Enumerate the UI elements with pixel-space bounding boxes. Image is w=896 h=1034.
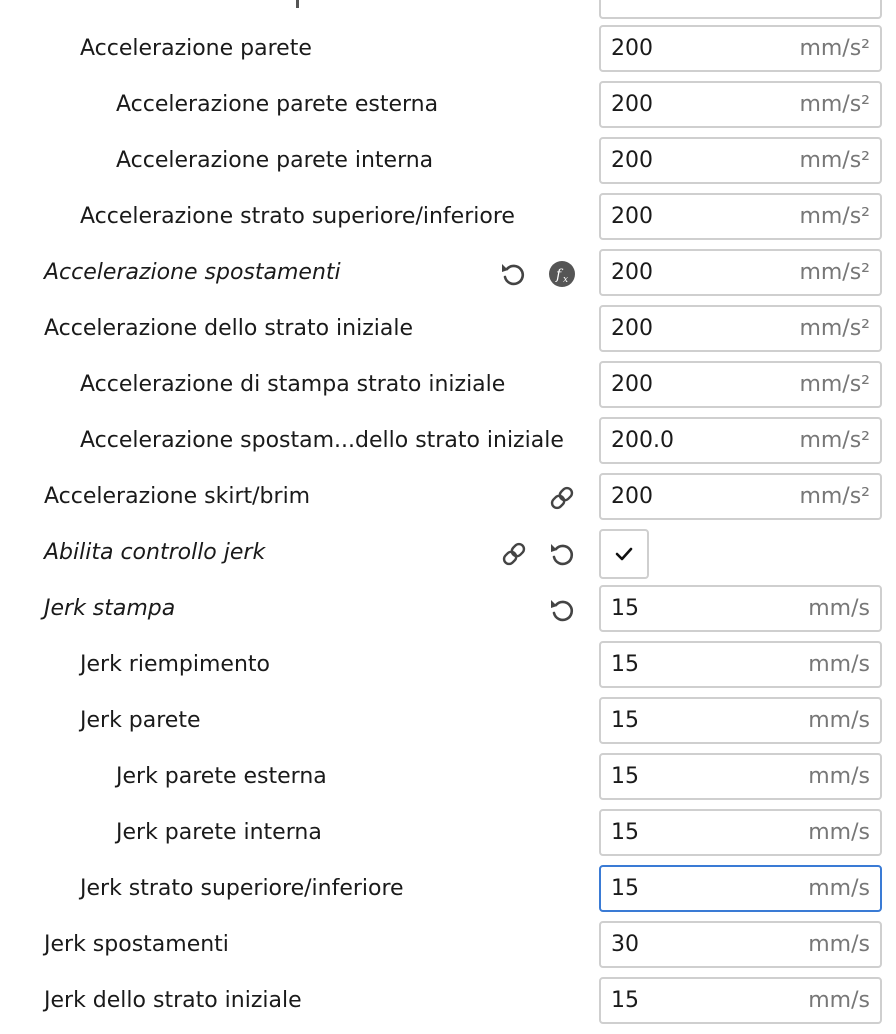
setting-unit: mm/s [808, 932, 870, 957]
setting-label: Jerk parete esterna [116, 764, 327, 789]
setting-label: Jerk strato superiore/inferiore [80, 876, 404, 901]
setting-row-initial-layer-jerk [0, 976, 896, 1032]
setting-unit: mm/s² [799, 148, 870, 173]
setting-row-top-bottom-acceleration [0, 192, 896, 248]
setting-field[interactable] [599, 25, 882, 72]
setting-row-skirt-brim-acceleration [0, 472, 896, 528]
setting-value[interactable]: 15 [611, 708, 639, 733]
svg-text:f: f [556, 267, 562, 283]
setting-unit: mm/s [808, 820, 870, 845]
setting-label: Jerk riempimento [80, 652, 270, 677]
setting-label: Accelerazione parete interna [116, 148, 434, 173]
setting-value[interactable]: 200 [611, 36, 653, 61]
setting-label: Abilita controllo jerk [44, 540, 266, 565]
setting-field[interactable] [599, 361, 882, 408]
link-icon[interactable] [499, 539, 529, 569]
setting-value[interactable]: 15 [611, 596, 639, 621]
setting-label: Accelerazione parete [80, 36, 312, 61]
svg-text:x: x [563, 275, 569, 285]
setting-unit: mm/s [808, 708, 870, 733]
setting-field[interactable] [599, 249, 882, 296]
setting-unit: mm/s² [799, 484, 870, 509]
setting-field[interactable] [599, 473, 882, 520]
reset-icon[interactable] [547, 539, 577, 569]
setting-field[interactable] [599, 753, 882, 800]
setting-unit: mm/s² [799, 428, 870, 453]
setting-unit: mm/s [808, 652, 870, 677]
setting-label: Accelerazione parete esterna [116, 92, 439, 117]
setting-row-inner-wall-acceleration [0, 136, 896, 192]
link-icon[interactable] [547, 483, 577, 513]
setting-value[interactable]: 200 [611, 372, 653, 397]
setting-unit: mm/s² [799, 36, 870, 61]
setting-label: Jerk parete [80, 708, 201, 733]
setting-row-initial-layer-acceleration [0, 304, 896, 360]
setting-unit: mm/s² [799, 372, 870, 397]
setting-value[interactable]: 200 [611, 148, 653, 173]
setting-label: Jerk spostamenti [44, 932, 229, 957]
setting-field[interactable] [599, 921, 882, 968]
setting-value[interactable]: 200 [611, 92, 653, 117]
setting-unit: mm/s [808, 988, 870, 1013]
setting-unit: mm/s [808, 876, 870, 901]
reset-icon[interactable] [498, 259, 528, 289]
setting-value[interactable]: 30 [611, 932, 639, 957]
setting-label: Accelerazione skirt/brim [44, 484, 311, 509]
setting-value[interactable]: 200 [611, 316, 653, 341]
setting-row-outer-wall-acceleration [0, 80, 896, 136]
setting-unit: mm/s [808, 596, 870, 621]
setting-label: Jerk dello strato iniziale [44, 988, 302, 1013]
setting-value[interactable]: 15 [611, 764, 639, 789]
setting-row-wall-acceleration [0, 24, 896, 80]
setting-row-inner-wall-jerk [0, 808, 896, 864]
setting-unit: mm/s [808, 764, 870, 789]
setting-row-outer-wall-jerk [0, 752, 896, 808]
setting-row-top-bottom-jerk [0, 864, 896, 920]
setting-label: Jerk stampa [44, 596, 176, 621]
setting-unit: mm/s² [799, 204, 870, 229]
setting-value[interactable]: 200 [611, 484, 653, 509]
setting-field-focused[interactable] [599, 865, 882, 912]
setting-unit: mm/s² [799, 260, 870, 285]
setting-label: Jerk parete interna [116, 820, 322, 845]
setting-label: Accelerazione strato superiore/inferiore [80, 204, 515, 229]
setting-value[interactable]: 15 [611, 876, 639, 901]
setting-field[interactable] [599, 641, 882, 688]
setting-field[interactable] [599, 697, 882, 744]
setting-field[interactable] [599, 977, 882, 1024]
setting-label: Accelerazione spostam...dello strato iniziale [80, 428, 564, 453]
setting-value[interactable]: 15 [611, 988, 639, 1013]
setting-value[interactable]: 200 [611, 260, 653, 285]
setting-row-infill-jerk [0, 640, 896, 696]
setting-value[interactable]: 15 [611, 820, 639, 845]
setting-field[interactable] [599, 809, 882, 856]
setting-row-enable-jerk-control [0, 528, 896, 584]
jerk-control-checkbox[interactable] [599, 529, 649, 579]
setting-row-wall-jerk [0, 696, 896, 752]
setting-label: Accelerazione dello strato iniziale [44, 316, 413, 341]
setting-label: Accelerazione di stampa strato iniziale [80, 372, 506, 397]
setting-row-travel-acceleration [0, 248, 896, 304]
setting-field[interactable] [599, 305, 882, 352]
formula-icon[interactable] [547, 259, 577, 289]
clipped-label-fragment [296, 0, 299, 8]
setting-unit: mm/s² [799, 316, 870, 341]
setting-value[interactable]: 200.0 [611, 428, 674, 453]
setting-field[interactable] [599, 81, 882, 128]
setting-value[interactable]: 200 [611, 204, 653, 229]
setting-field[interactable] [599, 137, 882, 184]
setting-unit: mm/s² [799, 92, 870, 117]
setting-field[interactable] [599, 193, 882, 240]
setting-row-print-jerk [0, 584, 896, 640]
check-icon [614, 544, 634, 564]
clipped-setting-field[interactable] [599, 0, 882, 19]
setting-field[interactable] [599, 417, 882, 464]
setting-row-initial-travel-acceleration [0, 416, 896, 472]
setting-value[interactable]: 15 [611, 652, 639, 677]
setting-row-travel-jerk [0, 920, 896, 976]
reset-icon[interactable] [547, 595, 577, 625]
setting-field[interactable] [599, 585, 882, 632]
setting-row-initial-print-acceleration [0, 360, 896, 416]
setting-label: Accelerazione spostamenti [44, 260, 341, 285]
